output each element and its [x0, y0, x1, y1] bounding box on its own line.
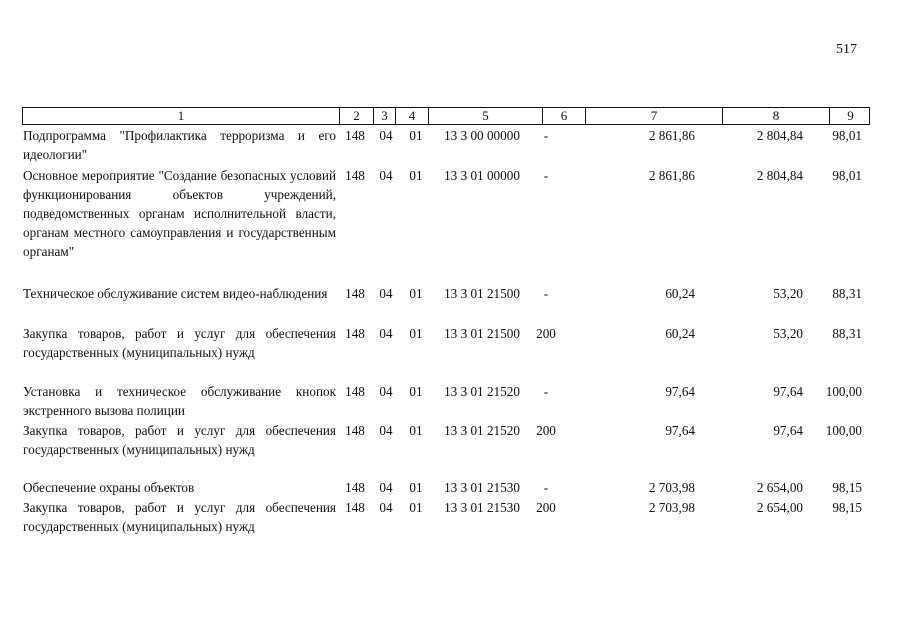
cell-gr: 148 [345, 286, 365, 301]
cell-pr: 01 [409, 423, 423, 438]
cell-rz: 04 [379, 500, 393, 515]
cell-vr: - [543, 384, 549, 399]
cell-percent: 98,01 [832, 168, 862, 183]
cell-percent: 98,15 [832, 500, 862, 515]
cell-csr: 13 3 01 21500 [444, 326, 520, 341]
cell-rz: 04 [379, 168, 393, 183]
column-header: 4 [395, 108, 428, 124]
cell-vr: 200 [536, 423, 556, 438]
cell-vr: - [543, 480, 549, 495]
cell-percent: 98,15 [832, 480, 862, 495]
cell-vr: - [543, 168, 549, 183]
cell-rz: 04 [379, 384, 393, 399]
column-header: 5 [428, 108, 542, 124]
cell-rz: 04 [379, 326, 393, 341]
cell-fact: 2 654,00 [756, 480, 803, 495]
cell-plan: 2 703,98 [648, 500, 695, 515]
cell-pr: 01 [409, 286, 423, 301]
cell-vr: - [543, 128, 549, 143]
cell-plan: 97,64 [665, 384, 695, 399]
cell-gr: 148 [345, 168, 365, 183]
cell-percent: 100,00 [825, 384, 862, 399]
table-header [22, 107, 870, 125]
row-name: Установка и техническое обслуживание кнопок экстренного вызова полиции [23, 384, 336, 418]
cell-pr: 01 [409, 168, 423, 183]
cell-csr: 13 3 01 21520 [444, 423, 520, 438]
cell-percent: 98,01 [832, 128, 862, 143]
cell-plan: 60,24 [665, 286, 695, 301]
cell-gr: 148 [345, 500, 365, 515]
cell-percent: 100,00 [825, 423, 862, 438]
cell-rz: 04 [379, 128, 393, 143]
cell-csr: 13 3 01 00000 [444, 168, 520, 183]
cell-fact: 53,20 [773, 286, 803, 301]
column-header: 6 [542, 108, 585, 124]
cell-gr: 148 [345, 326, 365, 341]
cell-pr: 01 [409, 384, 423, 399]
cell-rz: 04 [379, 423, 393, 438]
cell-fact: 97,64 [773, 384, 803, 399]
cell-vr: 200 [536, 326, 556, 341]
cell-vr: 200 [536, 500, 556, 515]
column-header: 2 [339, 108, 373, 124]
cell-gr: 148 [345, 128, 365, 143]
row-name: Закупка товаров, работ и услуг для обеспечения государственных (муниципальных) нужд [23, 500, 336, 534]
cell-pr: 01 [409, 500, 423, 515]
cell-pr: 01 [409, 326, 423, 341]
cell-gr: 148 [345, 480, 365, 495]
cell-gr: 148 [345, 423, 365, 438]
cell-plan: 2 703,98 [648, 480, 695, 495]
cell-pr: 01 [409, 128, 423, 143]
row-name: Закупка товаров, работ и услуг для обеспечения государственных (муниципальных) нужд [23, 423, 336, 457]
cell-csr: 13 3 01 21530 [444, 480, 520, 495]
cell-percent: 88,31 [832, 286, 862, 301]
column-header: 8 [722, 108, 829, 124]
cell-gr: 148 [345, 384, 365, 399]
cell-percent: 88,31 [832, 326, 862, 341]
cell-rz: 04 [379, 480, 393, 495]
page-number: 517 [836, 42, 857, 57]
cell-plan: 97,64 [665, 423, 695, 438]
cell-fact: 53,20 [773, 326, 803, 341]
cell-csr: 13 3 01 21500 [444, 286, 520, 301]
cell-csr: 13 3 01 21530 [444, 500, 520, 515]
cell-vr: - [543, 286, 549, 301]
row-name: Закупка товаров, работ и услуг для обеспечения государственных (муниципальных) нужд [23, 326, 336, 360]
cell-csr: 13 3 01 21520 [444, 384, 520, 399]
cell-fact: 2 804,84 [756, 128, 803, 143]
cell-plan: 2 861,86 [648, 168, 695, 183]
cell-rz: 04 [379, 286, 393, 301]
column-header: 1 [177, 108, 185, 123]
cell-pr: 01 [409, 480, 423, 495]
cell-csr: 13 3 00 00000 [444, 128, 520, 143]
row-name: Обеспечение охраны объектов [23, 480, 195, 495]
cell-plan: 2 861,86 [648, 128, 695, 143]
cell-fact: 2 804,84 [756, 168, 803, 183]
cell-fact: 97,64 [773, 423, 803, 438]
cell-plan: 60,24 [665, 326, 695, 341]
row-name: Техническое обслуживание систем видео-наблюдения [23, 286, 328, 301]
row-name: Подпрограмма "Профилактика терроризма и его идеологии" [23, 128, 336, 162]
cell-fact: 2 654,00 [756, 500, 803, 515]
column-header: 3 [373, 108, 395, 124]
column-header: 9 [829, 108, 871, 124]
column-header: 7 [585, 108, 722, 124]
row-name: Основное мероприятие "Создание безопасных условий функционирования объектов учреждений, подведомственных органам исполнительной власти, органам местного самоуправления и государственным органам" [23, 168, 336, 259]
